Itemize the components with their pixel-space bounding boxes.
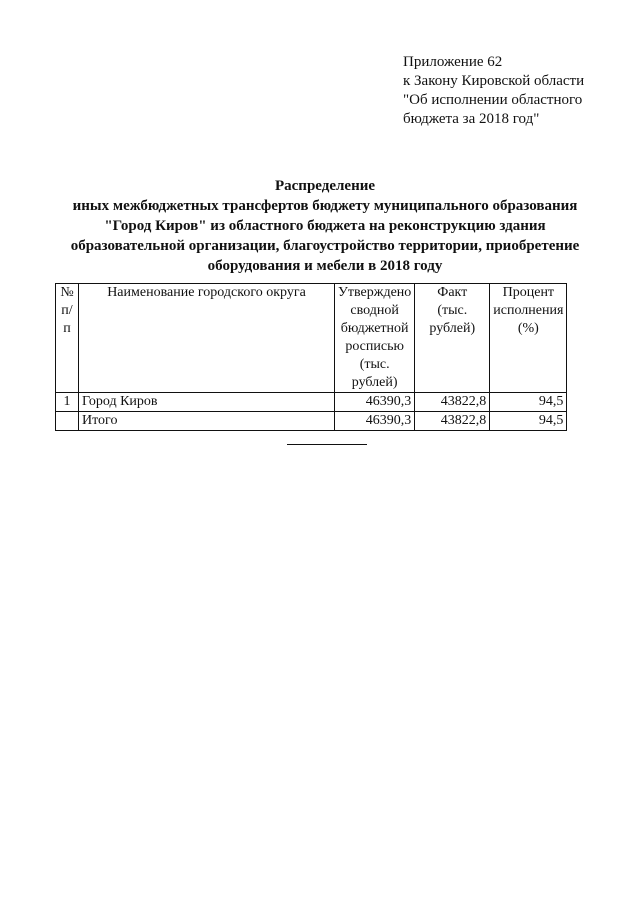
cell-fact: 43822,8	[415, 412, 490, 431]
table-row	[56, 393, 567, 412]
header-text: бюджетной	[340, 321, 409, 336]
title-heading: Распределение	[274, 178, 376, 194]
appendix-line: Приложение 62	[403, 54, 503, 70]
title-line: "Город Киров" из областного бюджета на реконструкцию здания	[104, 218, 546, 234]
title-line: оборудования и мебели в 2018 году	[207, 258, 443, 274]
cell-number	[56, 412, 79, 431]
header-text: сводной	[350, 303, 399, 318]
appendix-line: бюджета за 2018 год"	[403, 111, 540, 127]
header-number	[56, 284, 79, 393]
document-title	[40, 176, 610, 276]
header-text: №	[60, 285, 74, 300]
header-text: росписью	[345, 339, 404, 354]
cell-planned: 46390,3	[335, 412, 415, 431]
header-text: исполнения	[493, 303, 564, 318]
header-percent	[490, 284, 567, 393]
distribution-table	[55, 283, 567, 431]
cell-name: Город Киров	[79, 393, 335, 412]
table-header-row	[56, 284, 567, 393]
appendix-reference	[403, 53, 633, 129]
closing-divider	[287, 444, 367, 445]
appendix-line: "Об исполнении областного	[403, 92, 583, 108]
header-text: (тыс. рублей)	[351, 357, 398, 390]
header-name: Наименование городского округа	[79, 284, 335, 393]
cell-percent: 94,5	[490, 412, 567, 431]
header-fact	[415, 284, 490, 393]
header-text: (%)	[517, 321, 539, 336]
cell-planned: 46390,3	[335, 393, 415, 412]
cell-fact: 43822,8	[415, 393, 490, 412]
cell-percent: 94,5	[490, 393, 567, 412]
header-text: Процент	[502, 285, 555, 300]
appendix-line: к Закону Кировской области	[403, 73, 585, 89]
header-planned	[335, 284, 415, 393]
header-text: Утверждено	[338, 285, 412, 300]
table-total-row	[56, 412, 567, 431]
header-text: (тыс. рублей)	[429, 303, 476, 336]
cell-number: 1	[56, 393, 79, 412]
title-line: образовательной организации, благоустройство территории, приобретение	[70, 238, 580, 254]
header-text: п/п	[61, 303, 73, 336]
header-text: Факт	[437, 285, 468, 300]
cell-name: Итого	[79, 412, 335, 431]
title-line: иных межбюджетных трансфертов бюджету муниципального образования	[72, 198, 578, 214]
